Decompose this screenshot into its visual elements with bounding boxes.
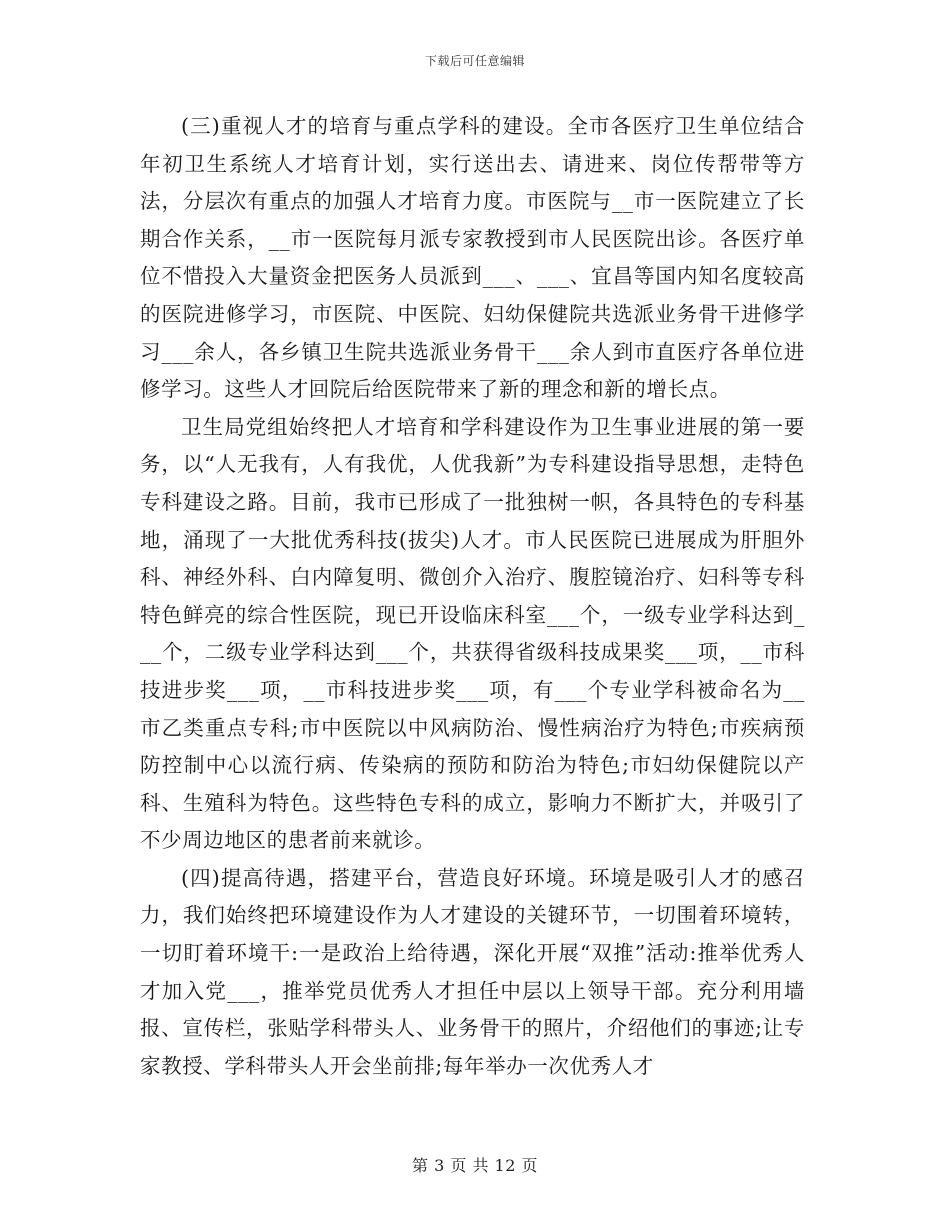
document-body [140, 108, 805, 1085]
page-number-footer: 第 3 页 共 12 页 [412, 1156, 538, 1175]
paragraph-section-3: (三)重视人才的培育与重点学科的建设。全市各医疗卫生单位结合年初卫生系统人才培育计划，实行送出去、请进来、岗位传帮带等方法，分层次有重点的加强人才培育力度。市医院与__市一医院建立了长期合作关系，__市一医院每月派专家教授到市人民医院出诊。各医疗单位不惜投入大量资金把医务人员派到___、___、宜昌等国内知名度较高的医院进修学习，市医院、中医院、妇幼保健院共选派业务骨干进修学习___余人，各乡镇卫生院共选派业务骨干___余人到市直医疗各单位进修学习。这些人才回院后给医院带来了新的理念和新的增长点。 [140, 114, 805, 402]
page-header: 下载后可任意编辑 [424, 54, 525, 68]
paragraph-section-4: (四)提高待遇，搭建平台，营造良好环境。环境是吸引人才的感召力，我们始终把环境建设作为人才建设的关键环节，一切围着环境转，一切盯着环境干:一是政治上给待遇，深化开展“双推”活动:推举优秀人才加入党___，推举党员优秀人才担任中层以上领导干部。充分利用墙报、宣传栏，张贴学科带头人、业务骨干的照片，介绍他们的事迹;让专家教授、学科带头人开会坐前排;每年举办一次优秀人才 [140, 865, 805, 1078]
paragraph-specialty-construction: 卫生局党组始终把人才培育和学科建设作为卫生事业进展的第一要务，以“人无我有，人有我优，人优我新”为专科建设指导思想，走特色专科建设之路。目前，我市已形成了一批独树一帜，各具特色的专科基地，涌现了一大批优秀科技(拔尖)人才。市人民医院已进展成为肝胆外科、神经外科、白内障复明、微创介入治疗、腹腔镜治疗、妇科等专科特色鲜亮的综合性医院，现已开设临床科室___个，一级专业学科达到___个，二级专业学科达到___个，共获得省级科技成果奖___项，__市科技进步奖___项，__市科技进步奖___项，有___个专业学科被命名为__市乙类重点专科;市中医院以中风病防治、慢性病治疗为特色;市疾病预防控制中心以流行病、传染病的预防和防治为特色;市妇幼保健院以产科、生殖科为特色。这些特色专科的成立，影响力不断扩大，并吸引了不少周边地区的患者前来就诊。 [140, 414, 805, 853]
